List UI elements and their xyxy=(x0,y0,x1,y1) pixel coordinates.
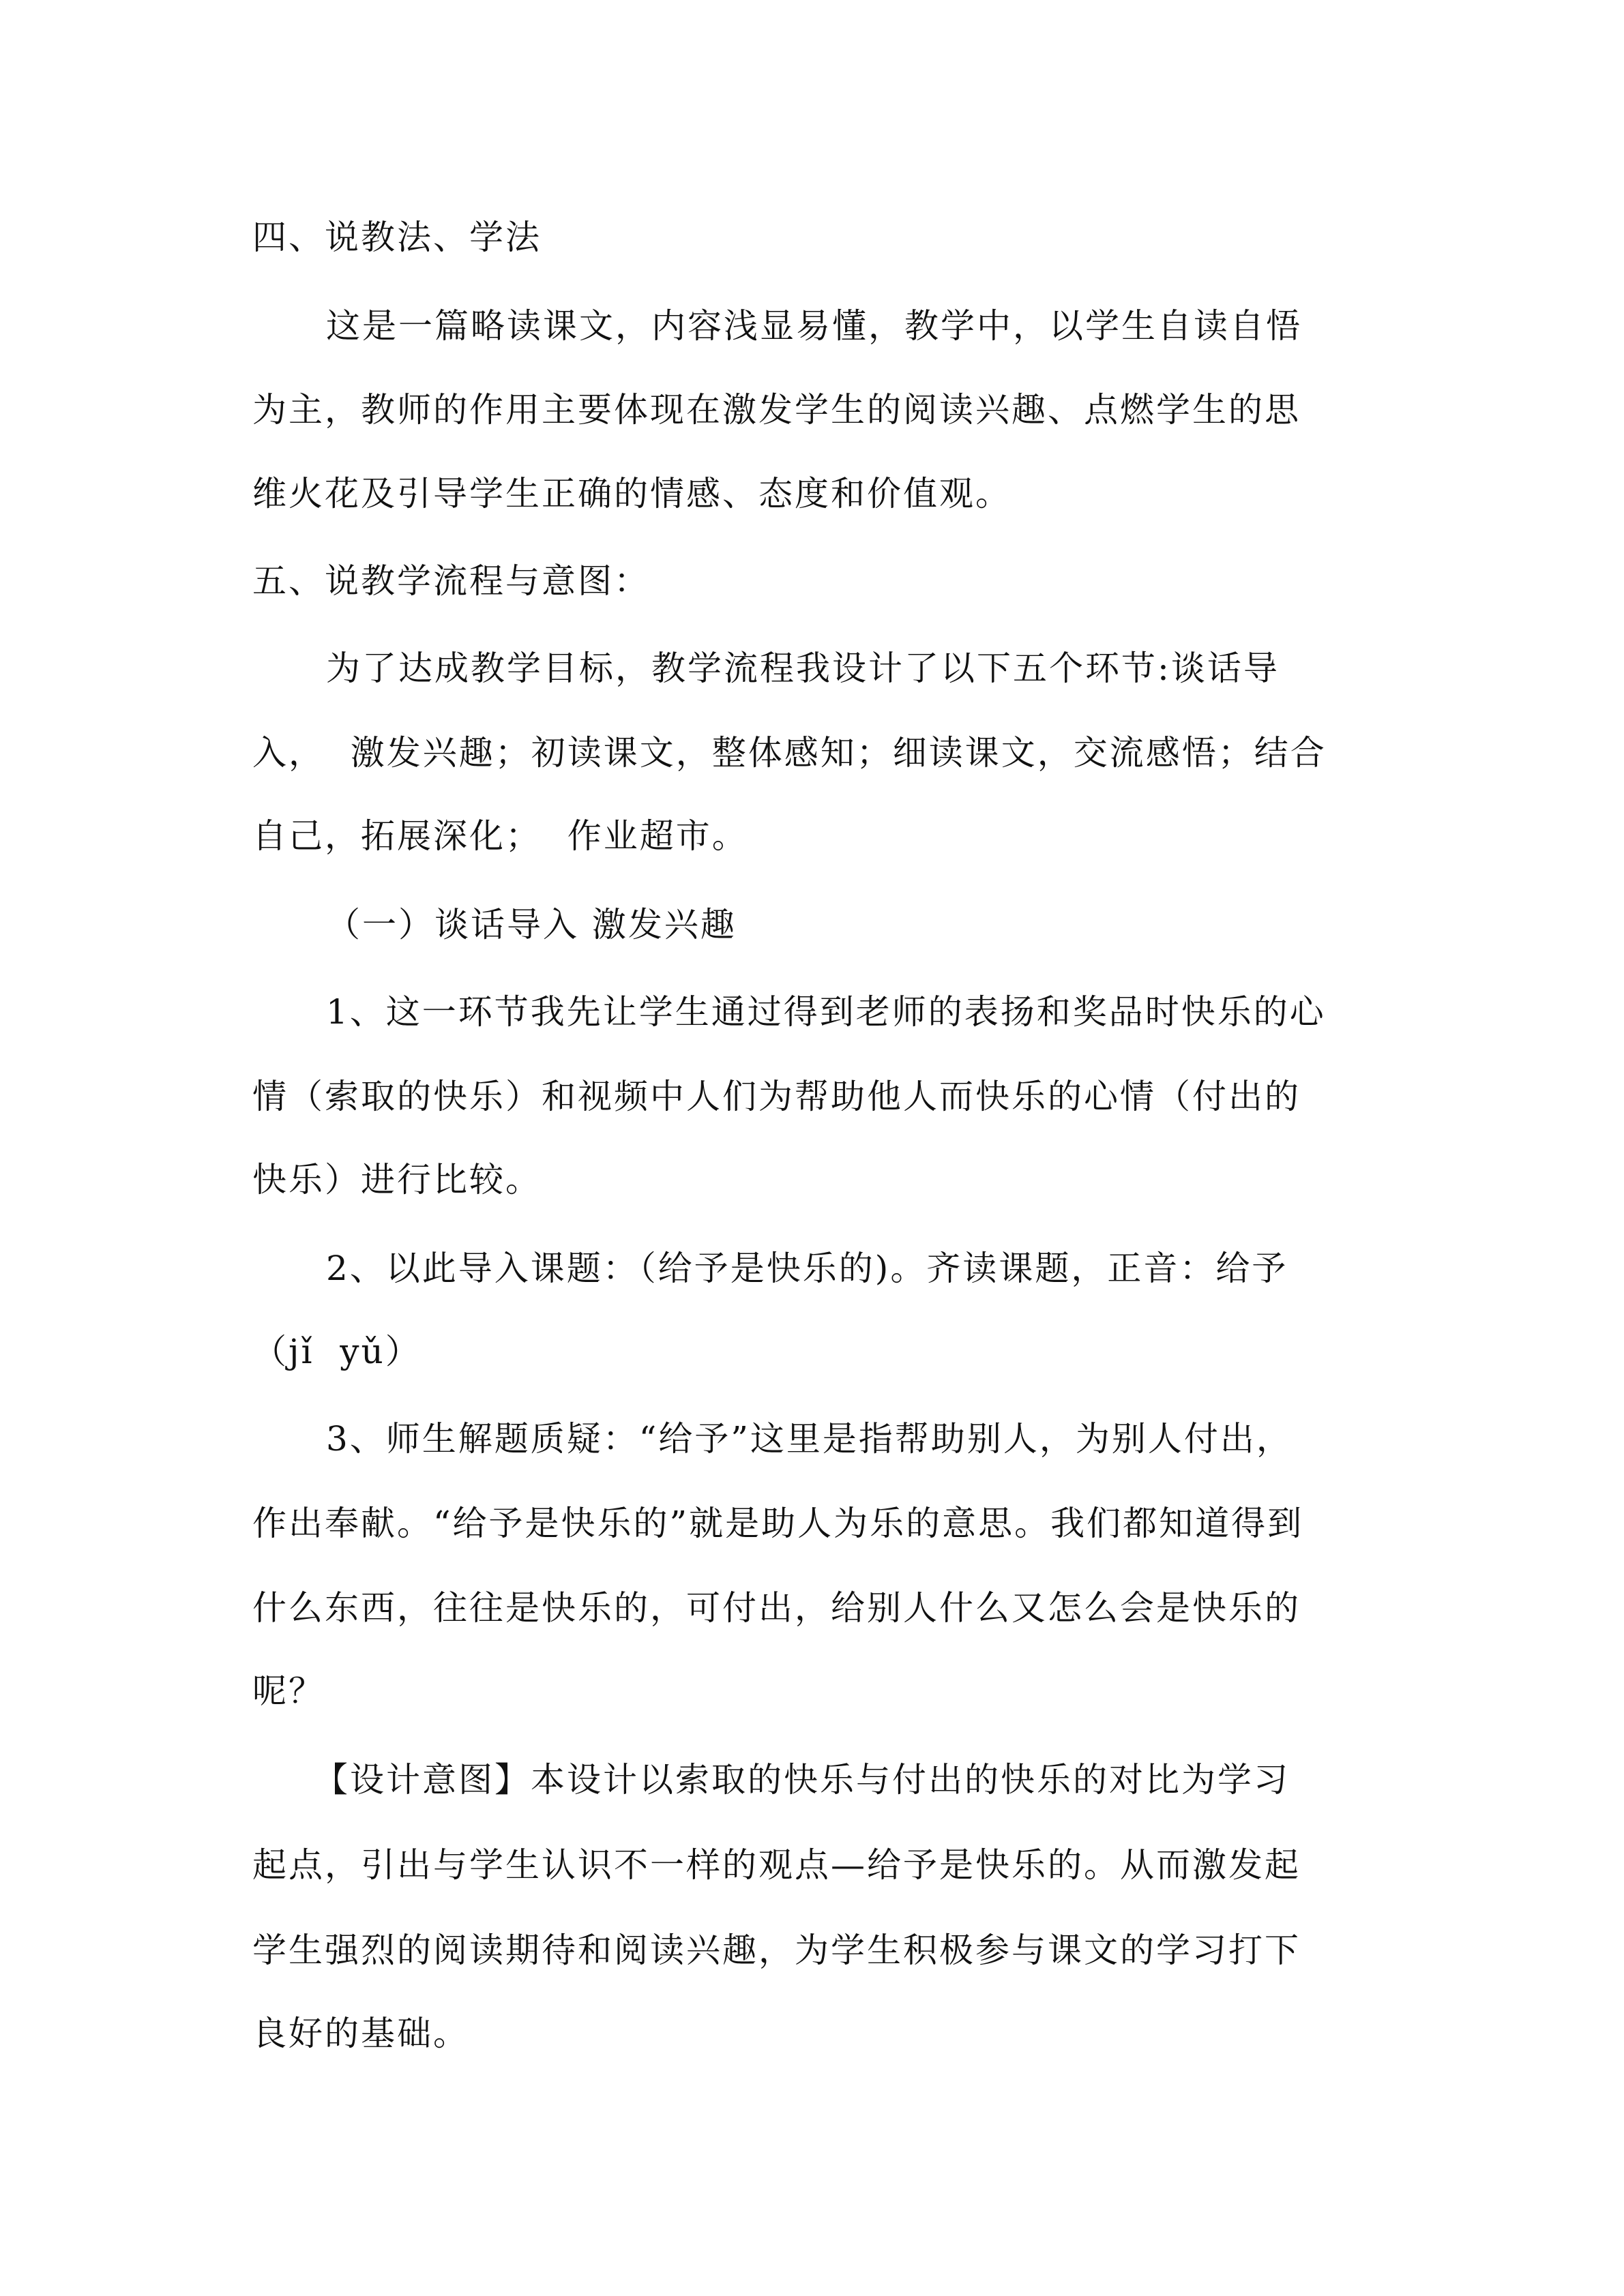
paragraph-line: 1、这一环节我先让学生通过得到老师的表扬和奖品时快乐的心 xyxy=(326,992,1326,1032)
paragraph-line: 快乐）进行比较。 xyxy=(252,1160,542,1199)
paragraph-line: 入， 激发兴趣；初读课文，整体感知；细读课文，交流感悟；结合 xyxy=(252,733,1327,773)
heading-teaching-methods: 四、说教法、学法 xyxy=(252,218,542,257)
paragraph-line: 作出奉献。“给予是快乐的”就是助人为乐的意思。我们都知道得到 xyxy=(252,1504,1304,1543)
paragraph-line: 呢？ xyxy=(252,1671,325,1711)
design-intent-line: 【设计意图】本设计以索取的快乐与付出的快乐的对比为学习 xyxy=(314,1760,1290,1800)
subheading-intro: （一）谈话导入 激发兴趣 xyxy=(326,905,737,944)
paragraph-line: 维火花及引导学生正确的情感、态度和价值观。 xyxy=(252,474,1012,513)
paragraph-line: 3、师生解题质疑：“给予”这里是指帮助别人，为别人付出， xyxy=(326,1419,1293,1459)
paragraph-line: 这是一篇略读课文，内容浅显易懂，教学中，以学生自读自悟 xyxy=(326,306,1302,346)
paragraph-line: 起点，引出与学生认识不一样的观点—给予是快乐的。从而激发起 xyxy=(252,1845,1301,1885)
paragraph-line: 什么东西，往往是快乐的，可付出，给别人什么又怎么会是快乐的 xyxy=(252,1588,1301,1628)
paragraph-line: 情（索取的快乐）和视频中人们为帮助他人而快乐的心情（付出的 xyxy=(252,1077,1301,1116)
paragraph-line: 良好的基础。 xyxy=(252,2014,469,2053)
paragraph-line: 学生强烈的阅读期待和阅读兴趣，为学生积极参与课文的学习打下 xyxy=(252,1930,1301,1970)
paragraph-line: 为了达成教学目标，教学流程我设计了以下五个环节:谈话导 xyxy=(326,648,1280,688)
paragraph-line: 2、以此导入课题：（给予是快乐的)。齐读课题，正音：给予 xyxy=(326,1249,1288,1288)
heading-teaching-process: 五、说教学流程与意图： xyxy=(252,561,650,601)
paragraph-line: 自己，拓展深化； 作业超市。 xyxy=(252,816,748,856)
paragraph-line: 为主，教师的作用主要体现在激发学生的阅读兴趣、点燃学生的思 xyxy=(252,390,1301,430)
pinyin-line: （jǐ yǔ） xyxy=(252,1332,422,1371)
